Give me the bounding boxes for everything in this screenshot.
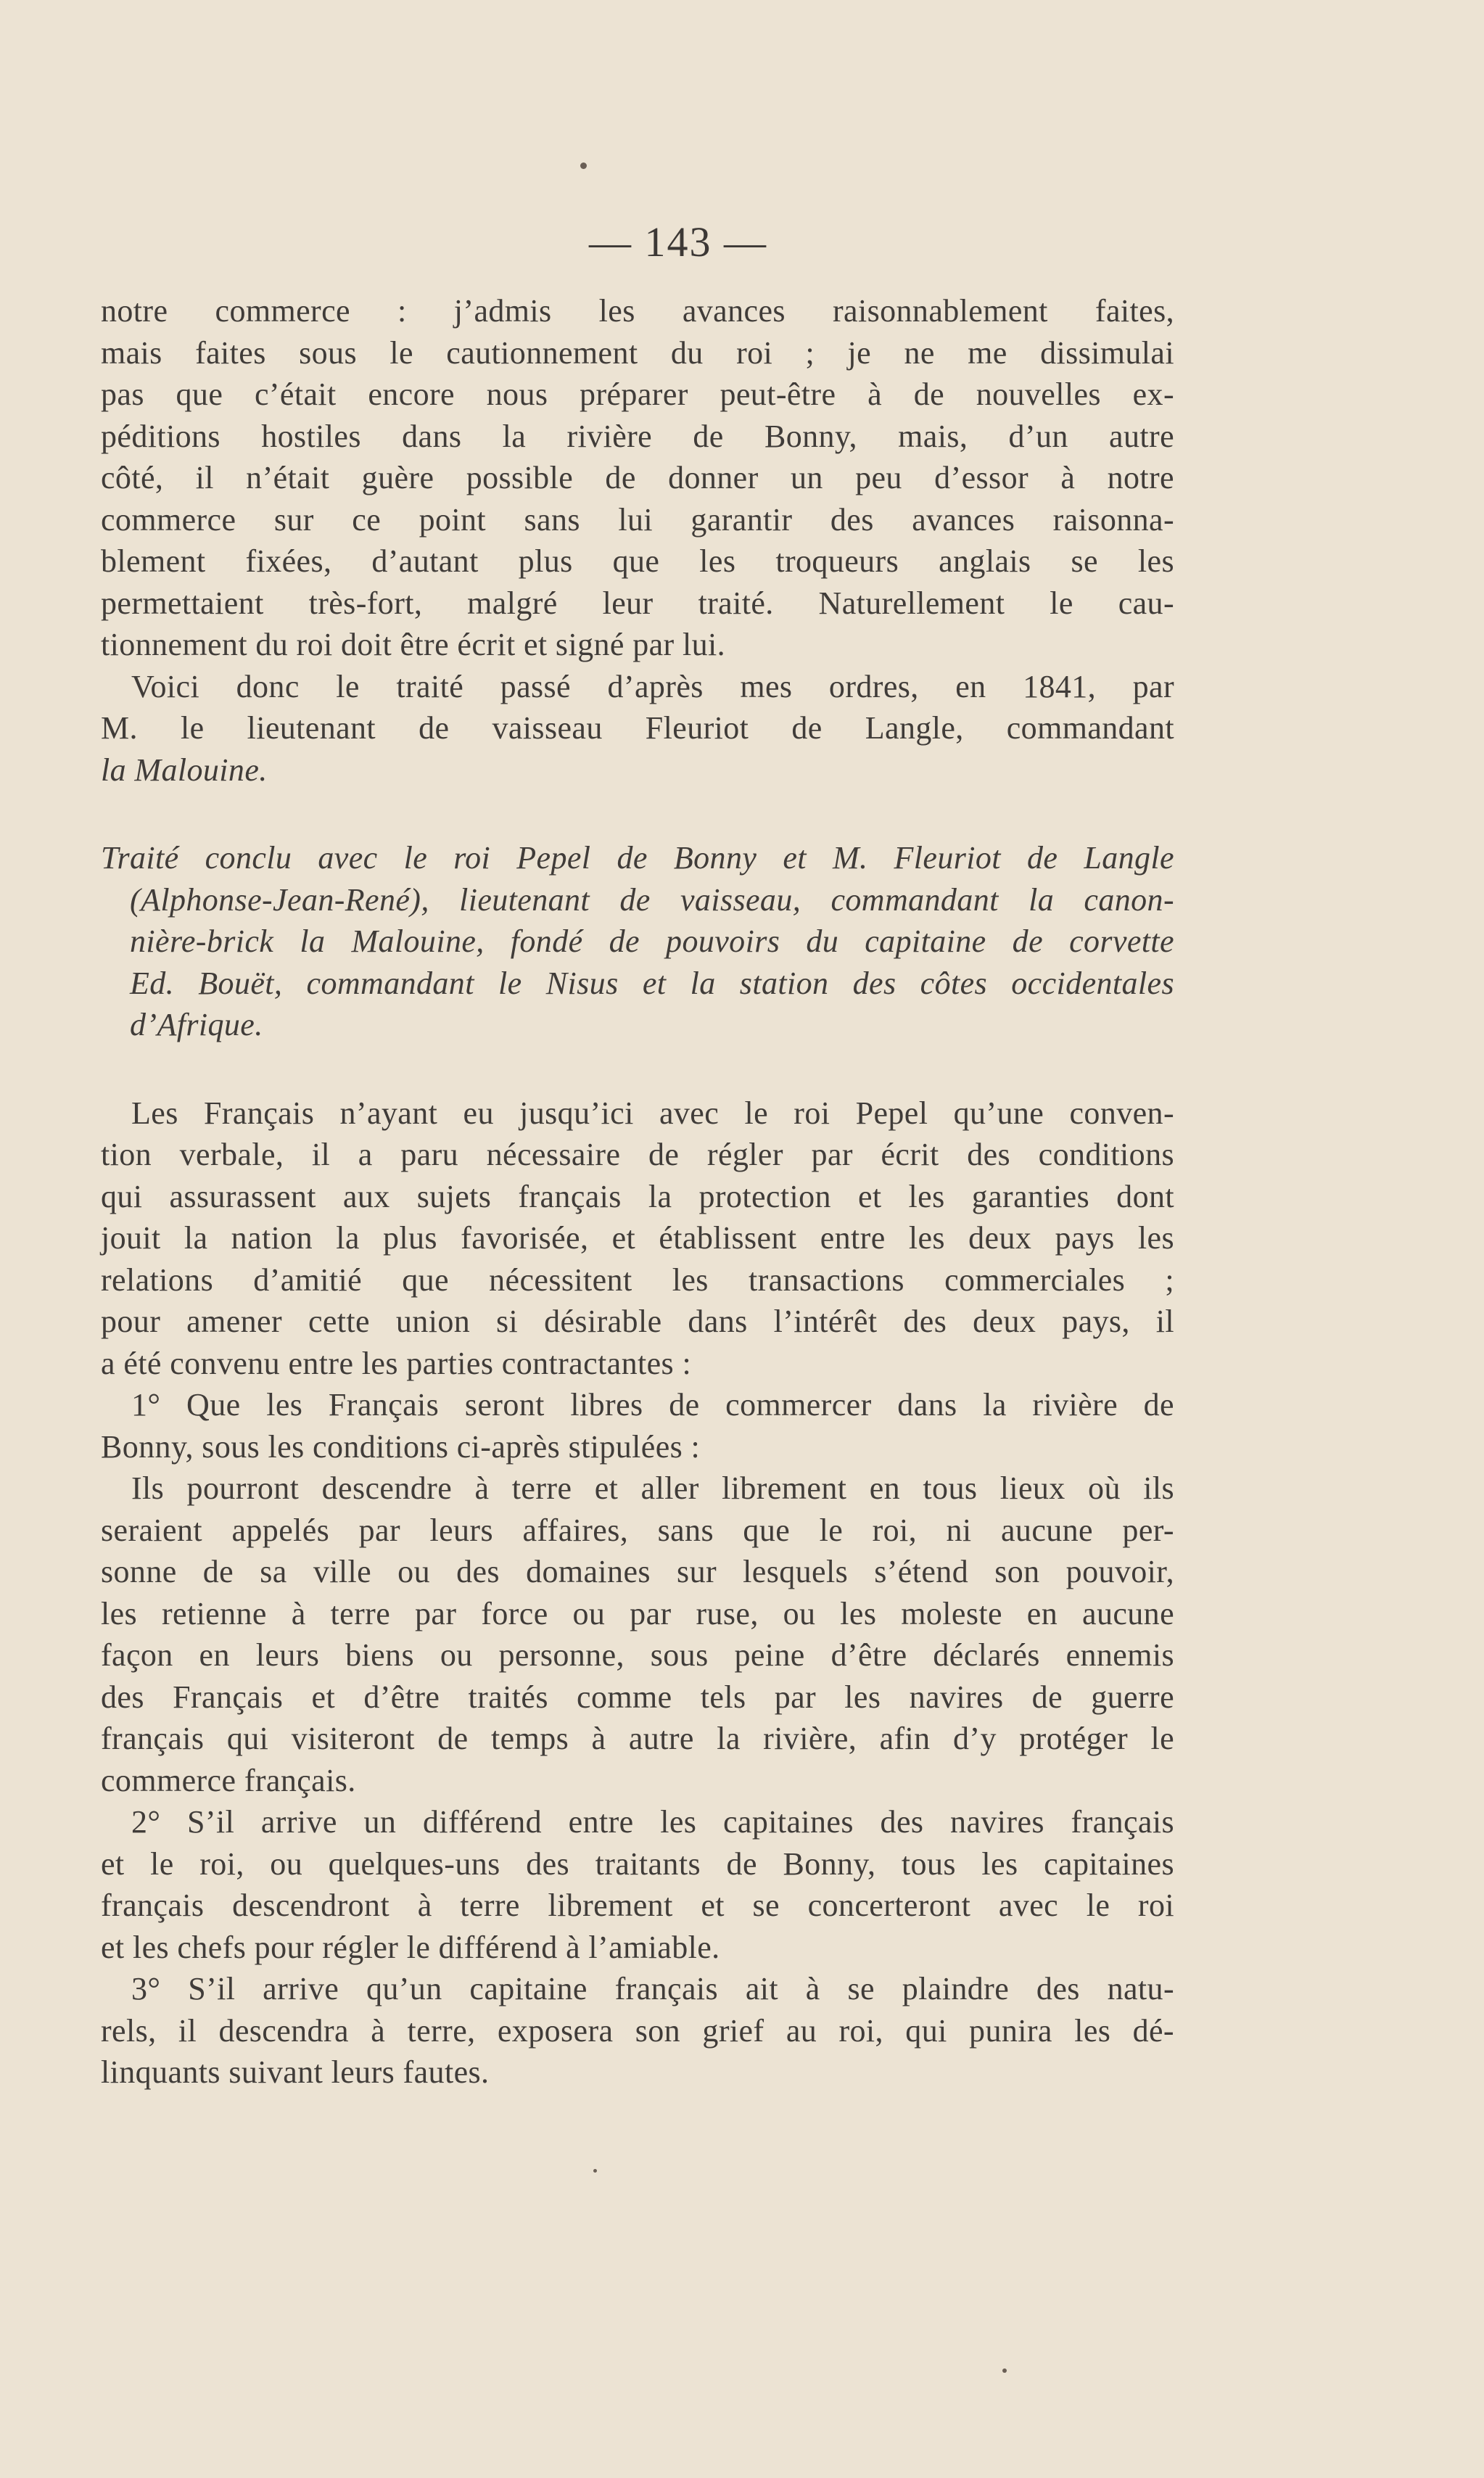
text-line: relations d’amitié que nécessitent les transactions commerciales ; <box>101 1261 1174 1298</box>
text-line: jouit la nation la plus favorisée, et établissent entre les deux pays les <box>101 1220 1174 1256</box>
text-line: mais faites sous le cautionnement du roi ; je ne me dissimulai <box>101 334 1174 371</box>
text-line: blement fixées, d’autant plus que les troqueurs anglais se les <box>101 543 1174 579</box>
text-line: a été convenu entre les parties contractantes : <box>101 1345 692 1381</box>
text-line: M. le lieutenant de vaisseau Fleuriot de Langle, commandant <box>101 710 1174 746</box>
text-line: notre commerce : j’admis les avances raisonnablement faites, <box>101 293 1174 329</box>
body-text <box>101 290 1174 2094</box>
page-number: — 143 — <box>589 218 767 266</box>
text-line: les retienne à terre par force ou par ruse, ou les moleste en aucune <box>101 1595 1174 1631</box>
text-line: Bonny, sous les conditions ci-après stipulées : <box>101 1428 701 1465</box>
heading-line: (Alphonse-Jean-René), lieutenant de vaisseau, commandant la canon- <box>130 881 1174 918</box>
heading-line: Traité conclu avec le roi Pepel de Bonny et M. Fleuriot de Langle <box>101 840 1174 876</box>
text-line: Ils pourront descendre à terre et aller librement en tous lieux où ils <box>131 1470 1174 1506</box>
paragraph-preamble <box>101 1092 1174 1385</box>
text-line: rels, il descendra à terre, exposera son grief au roi, qui punira les dé- <box>101 2012 1174 2049</box>
text-line: pas que c’était encore nous préparer peut-être à de nouvelles ex- <box>101 376 1174 412</box>
heading-line: nière-brick la Malouine, fondé de pouvoirs du capitaine de corvette <box>130 923 1174 959</box>
treaty-heading <box>101 837 1174 1046</box>
text-line: péditions hostiles dans la rivière de Bonny, mais, d’un autre <box>101 418 1174 454</box>
text-line: 1° Que les Français seront libres de commercer dans la rivière de <box>131 1387 1174 1423</box>
ink-speck <box>1002 2368 1007 2373</box>
text-line: linquants suivant leurs fautes. <box>101 2054 490 2090</box>
text-line: et les chefs pour régler le différend à l’amiable. <box>101 1929 720 1965</box>
text-line: permettaient très-fort, malgré leur traité. Naturellement le cau- <box>101 585 1174 621</box>
paragraph-intro <box>101 290 1174 666</box>
text-line: et le roi, ou quelques-uns des traitants de Bonny, tous les capitaines <box>101 1845 1174 1882</box>
article-1 <box>101 1384 1174 1468</box>
article-1-continuation <box>101 1468 1174 1801</box>
text-line: des Français et d’être traités comme tels par les navires de guerre <box>101 1679 1174 1715</box>
text-line: tion verbale, il a paru nécessaire de régler par écrit des conditions <box>101 1137 1174 1172</box>
spacer <box>101 791 1174 837</box>
text-line: commerce sur ce point sans lui garantir des avances raisonna- <box>101 501 1174 538</box>
article-2 <box>101 1801 1174 1968</box>
text-line: façon en leurs biens ou personne, sous peine d’être déclarés ennemis <box>101 1637 1174 1673</box>
text-line: seraient appelés par leurs affaires, sans que le roi, ni aucune per- <box>101 1512 1174 1548</box>
text-line: 3° S’il arrive qu’un capitaine français ait à se plaindre des natu- <box>131 1971 1174 2006</box>
text-line: côté, il n’était guère possible de donner un peu d’essor à notre <box>101 460 1174 495</box>
text-line: Voici donc le traité passé d’après mes ordres, en 1841, par <box>131 668 1174 704</box>
ink-speck <box>593 2169 597 2173</box>
text-line: qui assurassent aux sujets français la protection et les garanties dont <box>101 1178 1174 1214</box>
article-3 <box>101 1968 1174 2094</box>
text-line: tionnement du roi doit être écrit et signé par lui. <box>101 627 726 662</box>
text-line: français qui visiteront de temps à autre la rivière, afin d’y protéger le <box>101 1721 1174 1756</box>
text-line: 2° S’il arrive un différend entre les capitaines des navires français <box>131 1804 1174 1840</box>
spacer <box>101 1046 1174 1092</box>
ink-speck <box>580 162 587 169</box>
heading-line: d’Afrique. <box>130 1007 263 1042</box>
heading-line: Ed. Bouët, commandant le Nisus et la station des côtes occidentales <box>130 965 1174 1001</box>
text-line: Les Français n’ayant eu jusqu’ici avec le roi Pepel qu’une conven- <box>131 1095 1174 1131</box>
text-line: pour amener cette union si désirable dans l’intérêt des deux pays, il <box>101 1304 1174 1339</box>
text-line: sonne de sa ville ou des domaines sur lesquels s’étend son pouvoir, <box>101 1554 1174 1589</box>
text-line: français descendront à terre librement et se concerteront avec le roi <box>101 1888 1174 1923</box>
paragraph-voici <box>101 666 1174 791</box>
text-line: la Malouine. <box>101 752 268 788</box>
text-line: commerce français. <box>101 1762 356 1798</box>
